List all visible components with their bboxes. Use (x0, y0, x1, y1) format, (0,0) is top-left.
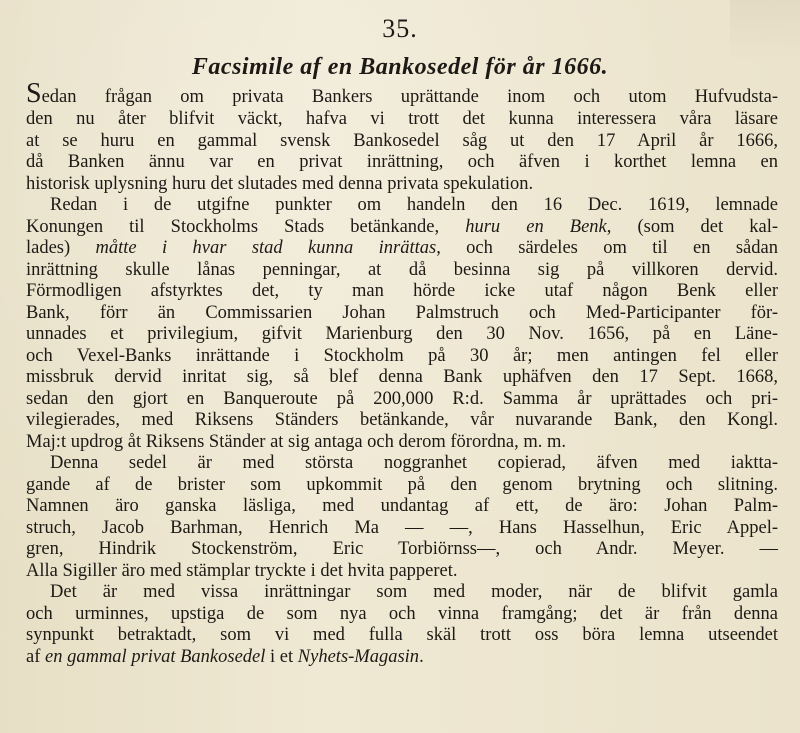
text-line (26, 346, 778, 368)
text-run: af (26, 646, 45, 667)
text-run: missbruk dervid inritat sig, så blef denna Bank uphäfven den 17 Sept. 1668, (26, 367, 778, 387)
text-run: . (419, 646, 424, 667)
initial-capital: S (26, 78, 42, 109)
text-line (26, 432, 778, 454)
text-run: edan frågan om privata Bankers uprättande inom och utom Hufvudsta- (41, 87, 778, 107)
text-run: synpunkt betraktadt, som vi med fulla skäl trott oss böra lemna utseendet (26, 625, 778, 645)
text-run: Denna sedel är med största noggranhet copierad, äfven med iaktta- (50, 453, 778, 473)
text-run: Alla Sigiller äro med stämplar tryckte i det hvita papperet. (26, 560, 458, 581)
text-run: den nu åter blifvit väckt, hafva vi trott det kunna interessera våra läsare (26, 109, 778, 129)
text-run: Redan i de utgifne punkter om handeln den 16 Dec. 1619, lemnade (50, 195, 778, 215)
text-line (26, 152, 778, 174)
text-run: , (som det kal- (606, 216, 778, 237)
text-line (26, 410, 778, 432)
text-line (26, 238, 778, 260)
text-line (26, 195, 778, 217)
text-run: Konungen til Stockholms Stads betänkande, (26, 216, 466, 237)
text-run: Förmodligen afstyrktes det, ty man hörde icke utaf någon Benk eller (26, 281, 778, 301)
text-run: historisk uplysning huru det slutades med denna privata spekulation. (26, 173, 534, 194)
article-title: Facsimile af en Bankosedel för år 1666. (191, 54, 609, 80)
text-run: Namnen äro ganska läsliga, med undantag af ett, de äro: Johan Palm- (26, 496, 778, 516)
text-run: Bank, förr än Commissarien Johan Palmstruch och Med-Participanter för- (26, 302, 778, 323)
text-line (26, 303, 778, 325)
text-line (26, 389, 778, 411)
text-line (26, 561, 778, 583)
paragraph (26, 78, 778, 195)
text-line (26, 281, 778, 303)
text-line (26, 109, 778, 131)
text-run: unnades et privilegium, gifvit Marienburg den 30 Nov. 1656, på en Läne- (26, 324, 778, 344)
text-run: och urminnes, upstiga de som nya och vinna framgång; det är från denna (26, 603, 778, 624)
text-run: , och särdeles om til en sådan (436, 238, 778, 258)
text-run: gande af de brister som upkommit på den genom brytning och slitning. (26, 474, 778, 495)
italic-phrase: Nyhets-Magasin (297, 646, 420, 667)
text-line (26, 582, 778, 604)
text-line (26, 453, 778, 475)
text-line (26, 367, 778, 389)
text-line (26, 475, 778, 497)
text-line (26, 604, 778, 626)
italic-phrase: en gammal privat Bankosedel (45, 646, 266, 667)
text-run: Maj:t updrog åt Riksens Ständer at sig antaga och derom förordna, m. m. (26, 431, 566, 452)
text-line (26, 174, 778, 196)
text-line (26, 518, 778, 540)
text-run: gren, Hindrik Stockenström, Eric Torbiörnss—, och Andr. Meyer. — (26, 539, 778, 559)
text-line (26, 539, 778, 561)
text-run: då Banken ännu var en privat inrättning, och äfven i korthet lemna en (26, 152, 778, 172)
text-line (26, 625, 778, 647)
page-number: 35. (382, 14, 418, 43)
text-run: at se huru en gammal svensk Bankosedel såg ut den 17 April år 1666, (26, 130, 778, 151)
text-run: och Vexel-Banks inrättande i Stockholm på 30 år; men antingen fel eller (26, 345, 778, 366)
italic-phrase: måtte i hvar stad kunna inrättas (95, 238, 437, 258)
paragraph (26, 582, 778, 668)
text-line (26, 78, 778, 109)
text-line (26, 496, 778, 518)
text-run: inrättning skulle lånas penningar, at då besinna sig på villkoren dervid. (26, 259, 778, 280)
paragraph (26, 195, 778, 453)
text-run: lades) (26, 238, 96, 258)
text-run: Det är med vissa inrättningar som med moder, när de blifvit gamla (50, 582, 778, 602)
text-line (26, 647, 778, 669)
text-line (26, 260, 778, 282)
article-body (26, 78, 778, 668)
italic-phrase: huru en Benk (465, 216, 607, 237)
text-run: vilegierades, med Riksens Ständers betänkande, vår nuvarande Bank, den Kongl. (26, 410, 778, 430)
text-run: struch, Jacob Barhman, Henrich Ma — —, Hans Hasselhun, Eric Appel- (26, 517, 778, 538)
text-run: i et (265, 646, 298, 667)
paragraph (26, 453, 778, 582)
text-line (26, 324, 778, 346)
text-line (26, 217, 778, 239)
text-line (26, 131, 778, 153)
text-run: sedan den gjort en Banqueroute på 200,000 R:d. Samma år uprättades och pri- (26, 388, 778, 409)
